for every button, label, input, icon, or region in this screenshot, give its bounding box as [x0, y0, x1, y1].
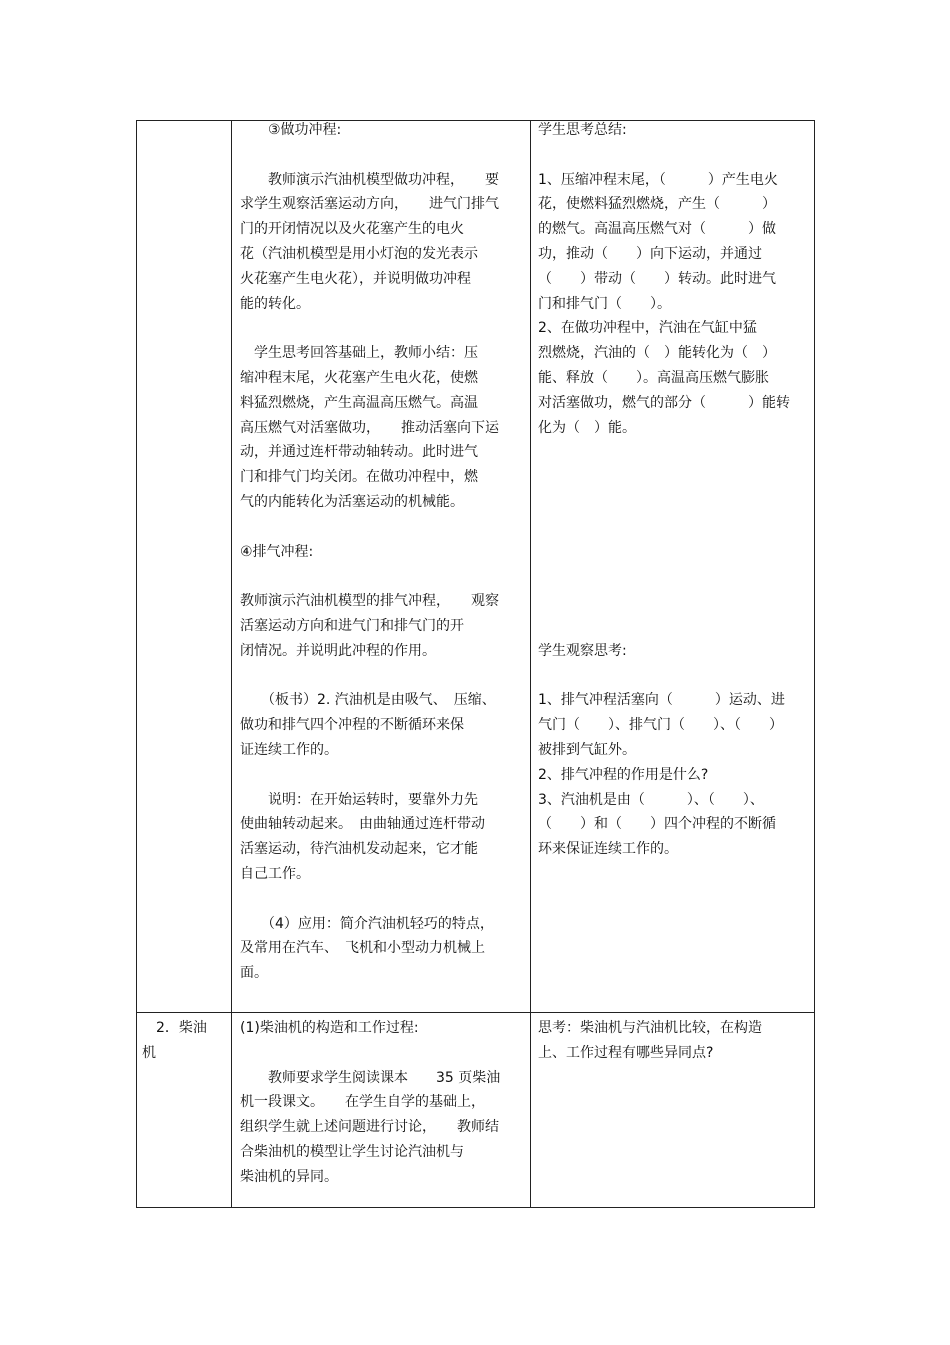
blank-line — [538, 564, 810, 589]
blank-line — [538, 490, 810, 515]
text-line: 学生观察思考: — [538, 642, 627, 659]
blank-line — [240, 515, 526, 540]
blank-line — [240, 316, 526, 341]
text-line: 火花塞产生电火花），并说明做功冲程 — [240, 270, 471, 287]
text-line: 环来保证连续工作的。 — [538, 841, 678, 858]
blank-line — [240, 564, 526, 589]
text-line: 动，并通过连杆带动轴转动。此时进气 — [240, 444, 478, 461]
text-line: 学生思考回答基础上，教师小结：压 — [240, 345, 478, 362]
blank-line — [240, 887, 526, 912]
text-line: 说明：在开始运转时，要靠外力先 — [240, 791, 478, 808]
row1-student-activity-cell — [538, 118, 810, 862]
text-line: 柴油机的异同。 — [240, 1168, 338, 1185]
text-line: 缩冲程末尾，火花塞产生电火花，使燃 — [240, 369, 478, 386]
table-left-border — [136, 120, 137, 1208]
text-line: 气的内能转化为活塞运动的机械能。 — [240, 493, 464, 510]
text-line: 上、工作过程有哪些异同点? — [538, 1044, 714, 1061]
text-line: 能的转化。 — [240, 295, 310, 312]
text-line: 被排到气缸外。 — [538, 741, 636, 758]
blank-line — [538, 465, 810, 490]
text-line: 组织学生就上述问题进行讨论， 教师结 — [240, 1119, 499, 1136]
text-line: 教师演示汽油机模型的排气冲程， 观察 — [240, 593, 499, 610]
text-line: 活塞运动，待汽油机发动起来，它才能 — [240, 841, 478, 858]
text-line: 高压燃气对活塞做功， 推动活塞向下运 — [240, 419, 499, 436]
row2-topic-cell — [142, 1016, 228, 1066]
text-line: 花（汽油机模型是用小灯泡的发光表示 — [240, 245, 478, 262]
text-line: 求学生观察活塞运动方向， 进气门排气 — [240, 196, 499, 213]
text-line: 化为（ ）能。 — [538, 419, 636, 436]
column-divider-1 — [231, 120, 232, 1208]
text-line: ④排气冲程: — [240, 543, 314, 560]
text-line: 气门（ ）、排气门（ ）、（ ） — [538, 717, 783, 734]
text-line: 料猛烈燃烧，产生高温高压燃气。高温 — [240, 394, 478, 411]
text-line: 教师要求学生阅读课本 35 页柴油 — [240, 1069, 501, 1086]
row2-teacher-activity-cell — [240, 1016, 526, 1190]
text-line: 使曲轴转动起来。 由曲轴通过连杆带动 — [240, 816, 485, 833]
text-line: 2．柴油 — [142, 1020, 207, 1036]
text-line: 烈燃烧，汽油的（ ）能转化为（ ） — [538, 345, 776, 362]
blank-line — [538, 440, 810, 465]
text-line: 思考：柴油机与汽油机比较，在构造 — [538, 1020, 762, 1036]
text-line: 学生思考总结: — [538, 122, 627, 138]
text-line: 1、排气冲程活塞向（ ）运动、进 — [538, 692, 785, 709]
text-line: 2、排气冲程的作用是什么? — [538, 766, 709, 783]
text-line: 门的开闭情况以及火花塞产生的电火 — [240, 221, 464, 238]
text-line: (1)柴油机的构造和工作过程: — [240, 1020, 419, 1036]
text-line: （板书）2. 汽油机是由吸气、 压缩、 — [240, 692, 496, 709]
text-line: 门和排气门均关闭。在做功冲程中，燃 — [240, 469, 478, 486]
text-line: 1、压缩冲程末尾，（ ）产生电火 — [538, 171, 778, 188]
blank-line — [240, 143, 526, 168]
blank-line — [240, 1041, 526, 1066]
text-line: 闭情况。并说明此冲程的作用。 — [240, 642, 436, 659]
blank-line — [538, 540, 810, 565]
blank-line — [538, 589, 810, 614]
row2-student-activity-cell — [538, 1016, 810, 1066]
text-line: 自己工作。 — [240, 865, 310, 882]
text-line: 能、释放（ ）。高温高压燃气膨胀 — [538, 369, 769, 386]
row1-teacher-activity-cell — [240, 118, 526, 986]
text-line: （4）应用：简介汽油机轻巧的特点， — [240, 915, 494, 932]
text-line: ③做功冲程: — [240, 122, 342, 138]
text-line: 及常用在汽车、 飞机和小型动力机械上 — [240, 940, 485, 957]
text-line: 做功和排气四个冲程的不断循环来保 — [240, 717, 464, 734]
text-line: （ ）带动（ ）转动。此时进气 — [538, 270, 776, 287]
text-line: （ ）和（ ）四个冲程的不断循 — [538, 816, 776, 833]
blank-line — [538, 143, 810, 168]
text-line: 教师演示汽油机模型做功冲程， 要 — [240, 171, 499, 188]
text-line: 活塞运动方向和进气门和排气门的开 — [240, 617, 464, 634]
text-line: 机 — [142, 1044, 156, 1061]
text-line: 门和排气门（ ）。 — [538, 295, 671, 312]
text-line: 功，推动（ ）向下运动，并通过 — [538, 245, 762, 262]
text-line: 2、在做功冲程中，汽油在气缸中猛 — [538, 320, 757, 337]
blank-line — [538, 515, 810, 540]
blank-line — [240, 763, 526, 788]
table-right-border — [814, 120, 815, 1208]
text-line: 合柴油机的模型让学生讨论汽油机与 — [240, 1143, 464, 1160]
text-line: 机一段课文。 在学生自学的基础上， — [240, 1094, 485, 1111]
row-divider — [136, 1012, 815, 1013]
text-line: 面。 — [240, 965, 268, 982]
text-line: 对活塞做功，燃气的部分（ ）能转 — [538, 394, 790, 411]
blank-line — [538, 664, 810, 689]
column-divider-2 — [530, 120, 531, 1208]
text-line: 的燃气。高温高压燃气对（ ）做 — [538, 221, 776, 238]
text-line: 花，使燃料猛烈燃烧，产生（ ） — [538, 196, 776, 213]
blank-line — [240, 664, 526, 689]
text-line: 3、汽油机是由（ ）、（ ）、 — [538, 791, 764, 808]
table-bottom-border — [136, 1207, 815, 1208]
text-line: 证连续工作的。 — [240, 741, 338, 758]
blank-line — [538, 614, 810, 639]
